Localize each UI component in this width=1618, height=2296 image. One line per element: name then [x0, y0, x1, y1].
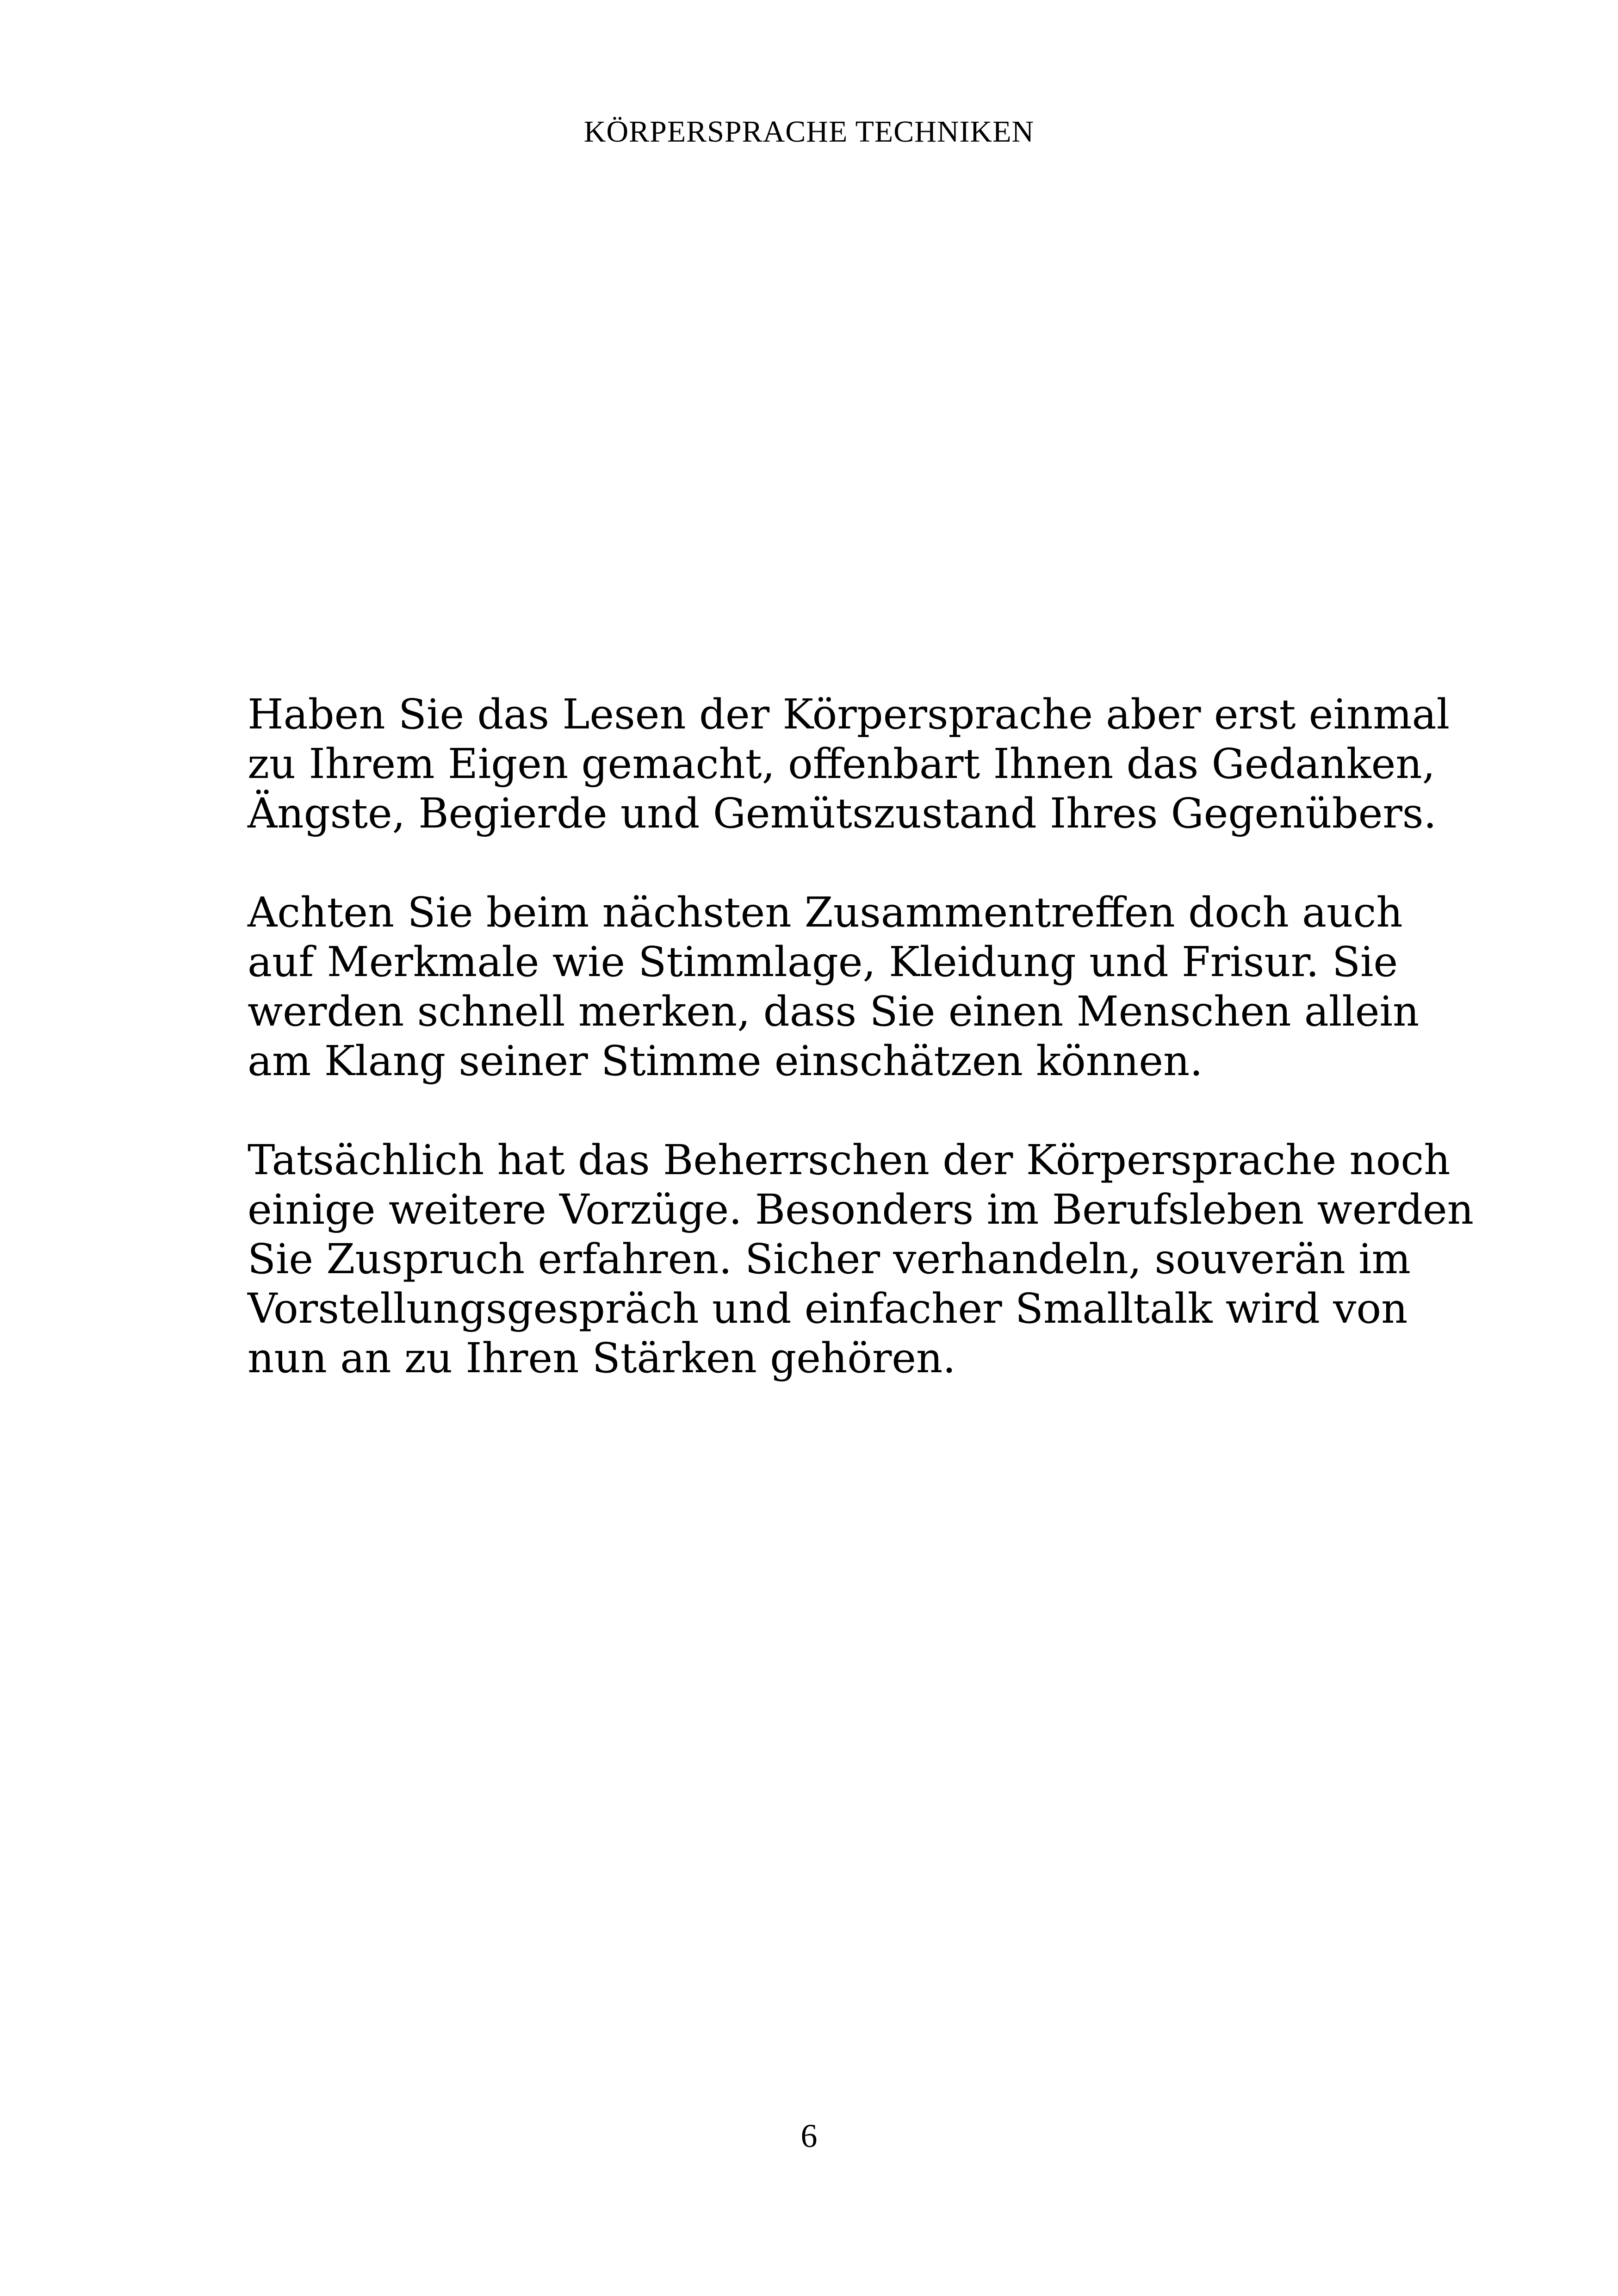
text-line: Achten Sie beim nächsten Zusammentreffen doch auch: [248, 888, 1403, 936]
text-line: nun an zu Ihren Stärken gehören.: [248, 1334, 956, 1382]
text-line: Ängste, Begierde und Gemütszustand Ihres Gegenübers.: [248, 789, 1437, 837]
text-line: Sie Zuspruch erfahren. Sicher verhandeln, souverän im: [248, 1235, 1411, 1283]
paragraph-2: [248, 888, 1534, 1086]
text-line: Vorstellungsgespräch und einfacher Smalltalk wird von: [248, 1284, 1408, 1332]
text-line: werden schnell merken, dass Sie einen Menschen allein: [248, 987, 1420, 1035]
text-line: Haben Sie das Lesen der Körpersprache aber erst einmal: [248, 690, 1450, 738]
text-line: zu Ihrem Eigen gemacht, offenbart Ihnen das Gedanken,: [248, 740, 1436, 788]
text-line: Tatsächlich hat das Beherrschen der Körpersprache noch: [248, 1136, 1451, 1184]
text-line: einige weitere Vorzüge. Besonders im Berufsleben werden: [248, 1185, 1474, 1233]
text-line: am Klang seiner Stimme einschätzen können.: [248, 1037, 1203, 1085]
page-number: 6: [800, 2117, 818, 2154]
running-header: KÖRPERSPRACHE TECHNIKEN: [583, 115, 1035, 149]
paragraph-3: [248, 1135, 1534, 1383]
body-text: [248, 690, 1534, 1432]
text-line: auf Merkmale wie Stimmlage, Kleidung und Frisur. Sie: [248, 938, 1398, 986]
paragraph-1: [248, 690, 1534, 838]
